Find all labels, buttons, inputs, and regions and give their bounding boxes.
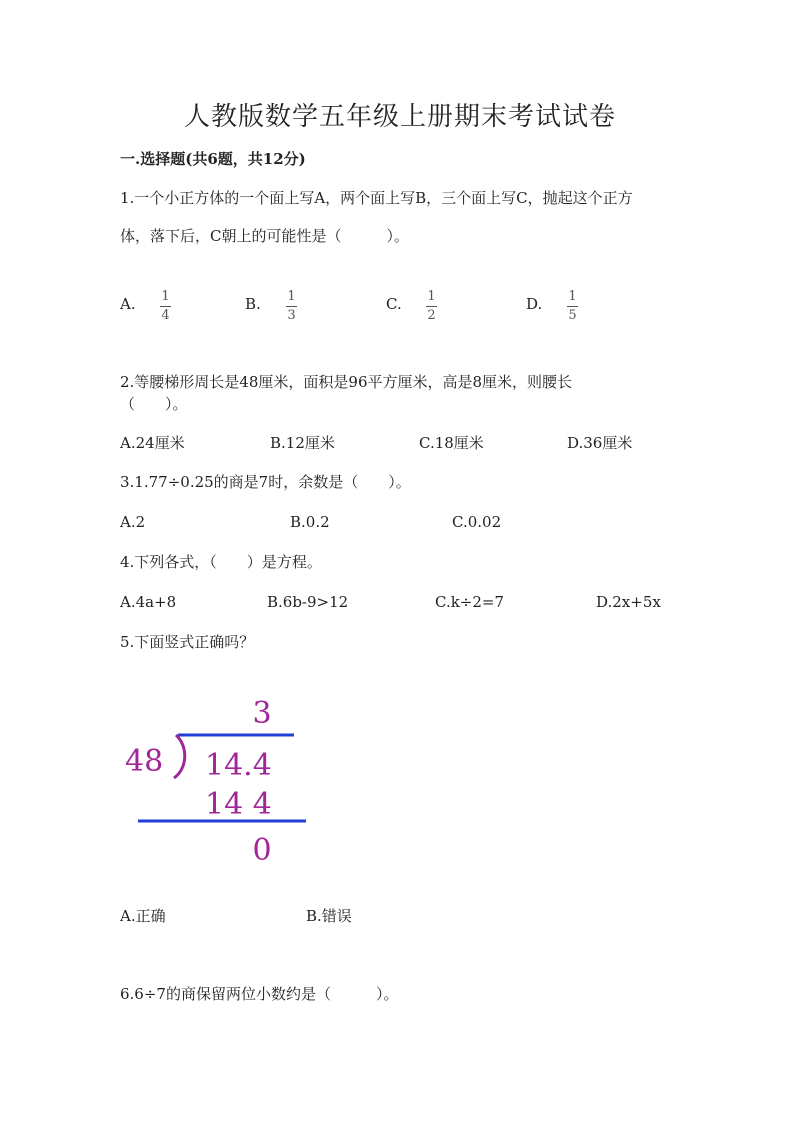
q3-option-c: C.0.02 (452, 513, 502, 531)
question-5: 5.下面竖式正确吗？ (120, 633, 255, 651)
q2-option-c: C.18厘米 (419, 434, 484, 452)
long-division-figure (110, 680, 330, 880)
question-3: 3.1.77÷0.25的商是7时，余数是（ ）。 (120, 473, 411, 491)
question-6: 6.6÷7的商保留两位小数约是（ ）。 (120, 985, 399, 1003)
fraction-denominator: 2 (427, 308, 436, 323)
question-2-line-1: 2.等腰梯形周长是48厘米，面积是96平方厘米，高是8厘米，则腰长 (120, 373, 573, 391)
fraction-numerator: 1 (568, 289, 577, 304)
division-dividend: 14.4 (205, 748, 272, 783)
q1-option-b-fraction (286, 289, 297, 323)
q2-option-b: B.12厘米 (270, 434, 335, 452)
q2-option-a: A.24厘米 (120, 434, 185, 452)
q3-option-b: B.0.2 (290, 513, 330, 531)
fraction-denominator: 4 (161, 308, 170, 323)
q1-option-a-fraction (160, 289, 171, 323)
q3-option-a: A.2 (120, 513, 146, 531)
q1-option-a-label: A. (120, 295, 136, 313)
q1-option-d-label: D. (526, 295, 543, 313)
q4-option-b: B.6b-9>12 (267, 593, 349, 611)
q1-option-d-fraction (567, 289, 578, 323)
q2-option-d: D.36厘米 (567, 434, 633, 452)
question-1-line-2: 体，落下后，C朝上的可能性是（ ）。 (120, 227, 409, 245)
fraction-bar (426, 306, 437, 307)
fraction-numerator: 1 (427, 289, 436, 304)
page-title: 人教版数学五年级上册期末考试试卷 (183, 102, 616, 132)
q1-option-b-label: B. (245, 295, 261, 313)
q1-option-c-label: C. (386, 295, 402, 313)
q4-option-a: A.4a+8 (120, 593, 177, 611)
question-4: 4.下列各式，（ ）是方程。 (120, 553, 322, 571)
q5-option-b: B.错误 (306, 907, 352, 925)
q1-option-c-fraction (426, 289, 437, 323)
fraction-bar (160, 306, 171, 307)
division-quotient: 3 (252, 696, 272, 731)
section-heading: 一.选择题(共6题，共12分) (120, 150, 306, 168)
fraction-denominator: 3 (287, 308, 296, 323)
fraction-bar (567, 306, 578, 307)
division-product: 14 4 (205, 787, 272, 822)
fraction-bar (286, 306, 297, 307)
question-2-line-2: （ ）。 (120, 395, 188, 413)
q4-option-d: D.2x+5x (596, 593, 661, 611)
question-1-line-1: 1.一个小正方体的一个面上写A，两个面上写B，三个面上写C，抛起这个正方 (120, 189, 633, 207)
fraction-numerator: 1 (287, 289, 296, 304)
division-divisor: 48 (125, 744, 164, 779)
q5-option-a: A.正确 (120, 907, 166, 925)
division-bracket (174, 735, 185, 778)
fraction-numerator: 1 (161, 289, 170, 304)
division-remainder: 0 (252, 833, 272, 868)
q4-option-c: C.k÷2=7 (435, 593, 505, 611)
fraction-denominator: 5 (568, 308, 577, 323)
